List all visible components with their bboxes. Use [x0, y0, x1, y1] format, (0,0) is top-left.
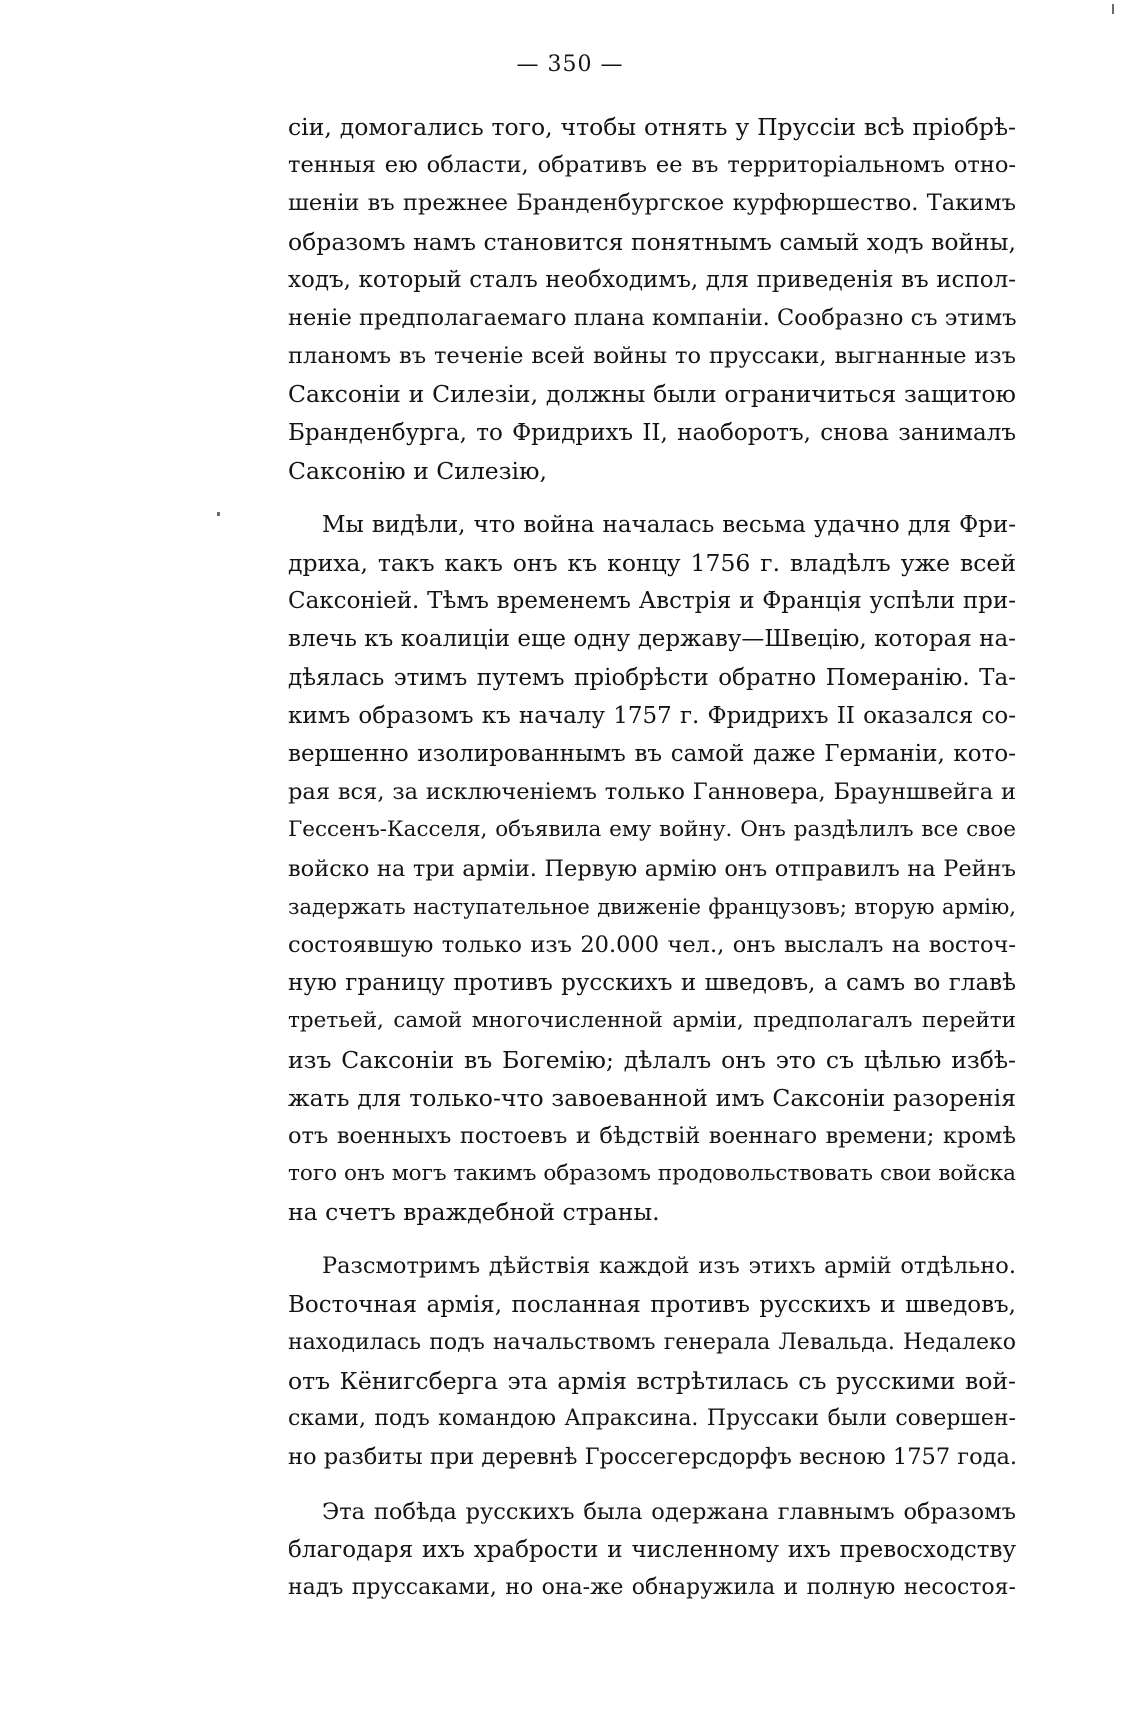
- text-line: тенныя ею области, обративъ ее въ территоріальномъ отно-: [288, 152, 1016, 179]
- text-line: образомъ намъ становится понятнымъ самый ходъ войны,: [288, 227, 1016, 256]
- text-line: находилась подъ начальствомъ генерала Левальда. Недалеко: [288, 1329, 1016, 1355]
- text-line: шеніи въ прежнее Бранденбургское курфюршество. Такимъ: [288, 190, 1016, 217]
- paragraph: [288, 506, 1016, 1232]
- text-line: третьей, самой многочисленной арміи, предполагалъ перейти: [288, 1008, 1016, 1034]
- paragraph: [288, 1493, 1016, 1608]
- text-line: того онъ могъ такимъ образомъ продовольствовать свои войска: [288, 1161, 1016, 1187]
- text-line: неніе предполагаемаго плана компаніи. Сообразно съ этимъ: [288, 304, 1017, 331]
- text-line: Саксоніей. Тѣмъ временемъ Австрія и Франція успѣли при-: [288, 588, 1016, 615]
- text-line: Саксоніи и Силезіи, должны были ограничиться защитою: [288, 380, 1016, 409]
- text-line: ходъ, который сталъ необходимъ, для приведенія въ испол-: [288, 266, 1016, 293]
- text-line: Восточная армія, посланная противъ русскихъ и шведовъ,: [288, 1291, 1016, 1318]
- text-line: отъ военныхъ постоевъ и бѣдствій военнаго времени; кромѣ: [288, 1122, 1016, 1149]
- paragraph: [288, 1247, 1016, 1476]
- text-line: дриха, такъ какъ онъ къ концу 1756 г. владѣлъ уже всей: [288, 549, 1016, 578]
- scan-mark: [1112, 4, 1114, 14]
- text-line: благодаря ихъ храбрости и численному ихъ превосходству: [288, 1536, 1016, 1563]
- text-line: войско на три арміи. Первую армію онъ отправилъ на Рейнъ: [288, 855, 1016, 882]
- text-line: надъ пруссаками, но она-же обнаружила и полную несостоя-: [288, 1574, 1016, 1600]
- text-line: состоявшую только изъ 20.000 чел., онъ выслалъ на восточ-: [288, 931, 1016, 958]
- body-text: [288, 108, 1016, 1607]
- text-line: кимъ образомъ къ началу 1757 г. Фридрихъ II оказался со-: [288, 702, 1016, 729]
- page-number: — 350 —: [516, 52, 624, 77]
- text-line: но разбиты при деревнѣ Гроссегерсдорфъ весною 1757 года.: [288, 1444, 1018, 1471]
- text-line: отъ Кёнигсберга эта армія встрѣтилась съ русскими вой-: [288, 1367, 1016, 1395]
- text-line: сками, подъ командою Апраксина. Пруссаки были совершен-: [288, 1406, 1016, 1432]
- text-line: изъ Саксоніи въ Богемію; дѣлалъ онъ это съ цѣлью избѣ-: [288, 1045, 1016, 1074]
- text-line: вершенно изолированнымъ въ самой даже Германіи, кото-: [288, 741, 1016, 767]
- text-line: Мы видѣли, что война началась весьма удачно для Фри-: [322, 511, 1016, 538]
- text-line: дѣялась этимъ путемъ пріобрѣсти обратно Померанію. Та-: [288, 664, 1016, 691]
- text-line: планомъ въ теченіе всей войны то пруссаки, выгнанные изъ: [288, 343, 1016, 370]
- text-line: влечь къ коалиціи еще одну державу—Швецію, которая на-: [288, 626, 1016, 653]
- text-line: Гессенъ-Касселя, объявила ему войну. Онъ раздѣлилъ все свое: [288, 817, 1016, 843]
- text-line: Бранденбурга, то Фридрихъ II, наоборотъ, снова занималъ: [288, 419, 1016, 446]
- text-line: задержать наступательное движеніе французовъ; вторую армію,: [288, 894, 1016, 919]
- text-line: на счетъ враждебной страны.: [288, 1198, 660, 1227]
- paragraph: [288, 108, 1016, 490]
- text-line: сіи, домогались того, чтобы отнять у Пруссіи всѣ пріобрѣ-: [288, 113, 1016, 141]
- text-line: ную границу противъ русскихъ и шведовъ, а самъ во главѣ: [288, 970, 1016, 997]
- text-line: жать для только-что завоеванной имъ Саксоніи разоренія: [288, 1083, 1016, 1112]
- text-line: рая вся, за исключеніемъ только Ганновера, Брауншвейга и: [288, 779, 1016, 806]
- text-line: Саксонію и Силезію,: [288, 456, 547, 485]
- text-line: Эта побѣда русскихъ была одержана главнымъ образомъ: [322, 1498, 1016, 1525]
- text-line: Разсмотримъ дѣйствія каждой изъ этихъ армій отдѣльно.: [322, 1253, 1016, 1280]
- scan-mark: [217, 512, 220, 516]
